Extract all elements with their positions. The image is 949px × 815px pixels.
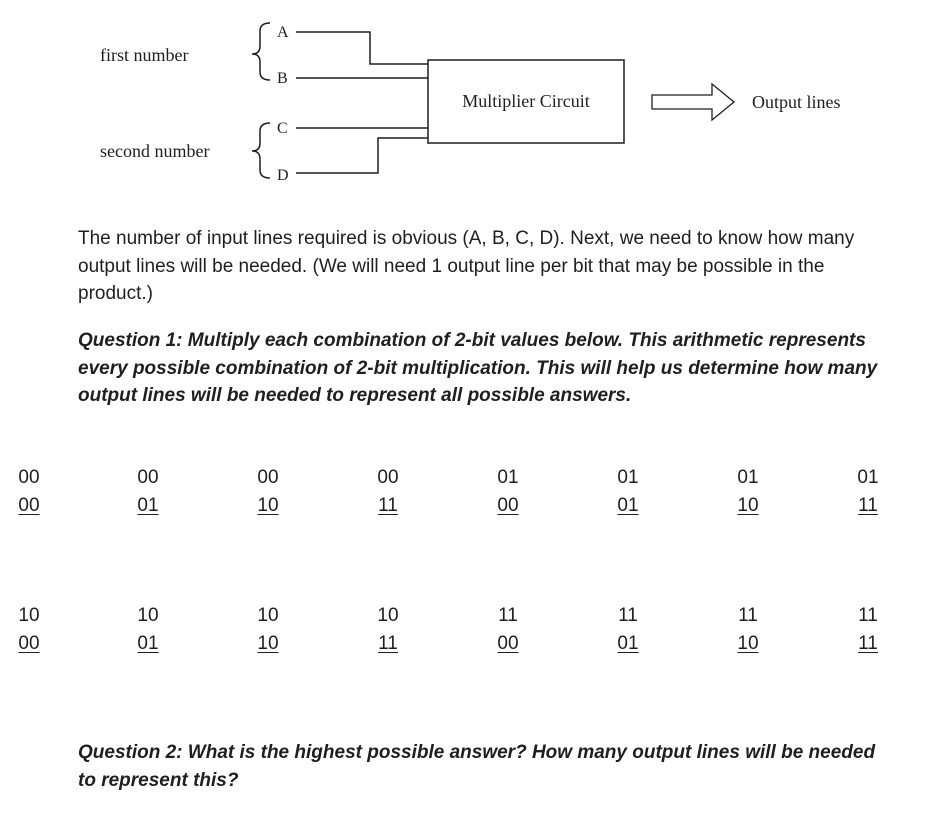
problem-item — [608, 602, 648, 657]
input-c-label: C — [277, 120, 288, 137]
problem-item — [728, 602, 768, 657]
right-arrow-icon — [652, 84, 734, 120]
problem-item — [248, 464, 288, 519]
multiplicand: 10 — [257, 605, 279, 626]
problem-item — [128, 464, 168, 519]
problem-item — [848, 602, 888, 657]
multiplier: 01 — [617, 632, 639, 654]
second-number-brace — [252, 123, 270, 178]
multiplicand: 00 — [257, 467, 279, 488]
multiplicand: 11 — [858, 605, 878, 626]
multiplier: 10 — [257, 632, 279, 654]
input-b-label: B — [277, 70, 288, 87]
problem-item — [9, 464, 49, 519]
problem-item — [248, 602, 288, 657]
multiplier: 11 — [378, 494, 398, 516]
problem-item — [9, 602, 49, 657]
multiplicand: 10 — [377, 605, 399, 626]
multiplicand: 01 — [737, 467, 759, 488]
multiplier: 11 — [858, 494, 878, 516]
first-number-label: first number — [100, 45, 189, 65]
multiplier: 01 — [617, 494, 639, 516]
multiplier: 00 — [18, 494, 40, 516]
multiplicand: 01 — [857, 467, 879, 488]
multiplier: 10 — [737, 632, 759, 654]
multiplicand: 00 — [377, 467, 399, 488]
multiplicand: 11 — [498, 605, 518, 626]
problem-item — [848, 464, 888, 519]
wire-d — [296, 138, 428, 173]
multiplier: 11 — [858, 632, 878, 654]
input-d-label: D — [277, 167, 289, 184]
multiplier: 00 — [497, 632, 519, 654]
multiplier: 00 — [497, 494, 519, 516]
problem-item — [488, 464, 528, 519]
multiplier: 00 — [18, 632, 40, 654]
problem-item — [128, 602, 168, 657]
first-number-brace — [252, 23, 270, 80]
multiplicand: 10 — [137, 605, 159, 626]
circuit-label: Multiplier Circuit — [462, 91, 590, 111]
problem-item — [368, 464, 408, 519]
multiplicand: 10 — [18, 605, 40, 626]
problem-item — [728, 464, 768, 519]
multiplier: 10 — [257, 494, 279, 516]
multiplier: 01 — [137, 494, 159, 516]
multiplicand: 00 — [18, 467, 40, 488]
multiplicand: 01 — [497, 467, 519, 488]
input-a-label: A — [277, 24, 289, 41]
question-2: Question 2: What is the highest possible answer? How many output lines will be needed to represent this? — [78, 742, 876, 791]
output-lines-label: Output lines — [752, 92, 841, 112]
question-1: Question 1: Multiply each combination of 2-bit values below. This arithmetic represents every possible combination of 2-bit multiplication. This will help us determine how many output lines will be needed to represent all possible answers. — [78, 330, 878, 406]
multiplier: 11 — [378, 632, 398, 654]
problem-item — [368, 602, 408, 657]
intro-paragraph: The number of input lines required is obvious (A, B, C, D). Next, we need to know how many output lines will be needed. (We will need 1 output line per bit that may be possible in the product.) — [78, 228, 855, 304]
multiplier-diagram — [0, 0, 949, 210]
multiplicand: 11 — [618, 605, 638, 626]
multiplicand: 00 — [137, 467, 159, 488]
multiplier: 01 — [137, 632, 159, 654]
wire-a — [296, 32, 428, 64]
problem-item — [488, 602, 528, 657]
second-number-label: second number — [100, 141, 210, 161]
multiplicand: 01 — [617, 467, 639, 488]
problem-item — [608, 464, 648, 519]
multiplier: 10 — [737, 494, 759, 516]
multiplicand: 11 — [738, 605, 758, 626]
